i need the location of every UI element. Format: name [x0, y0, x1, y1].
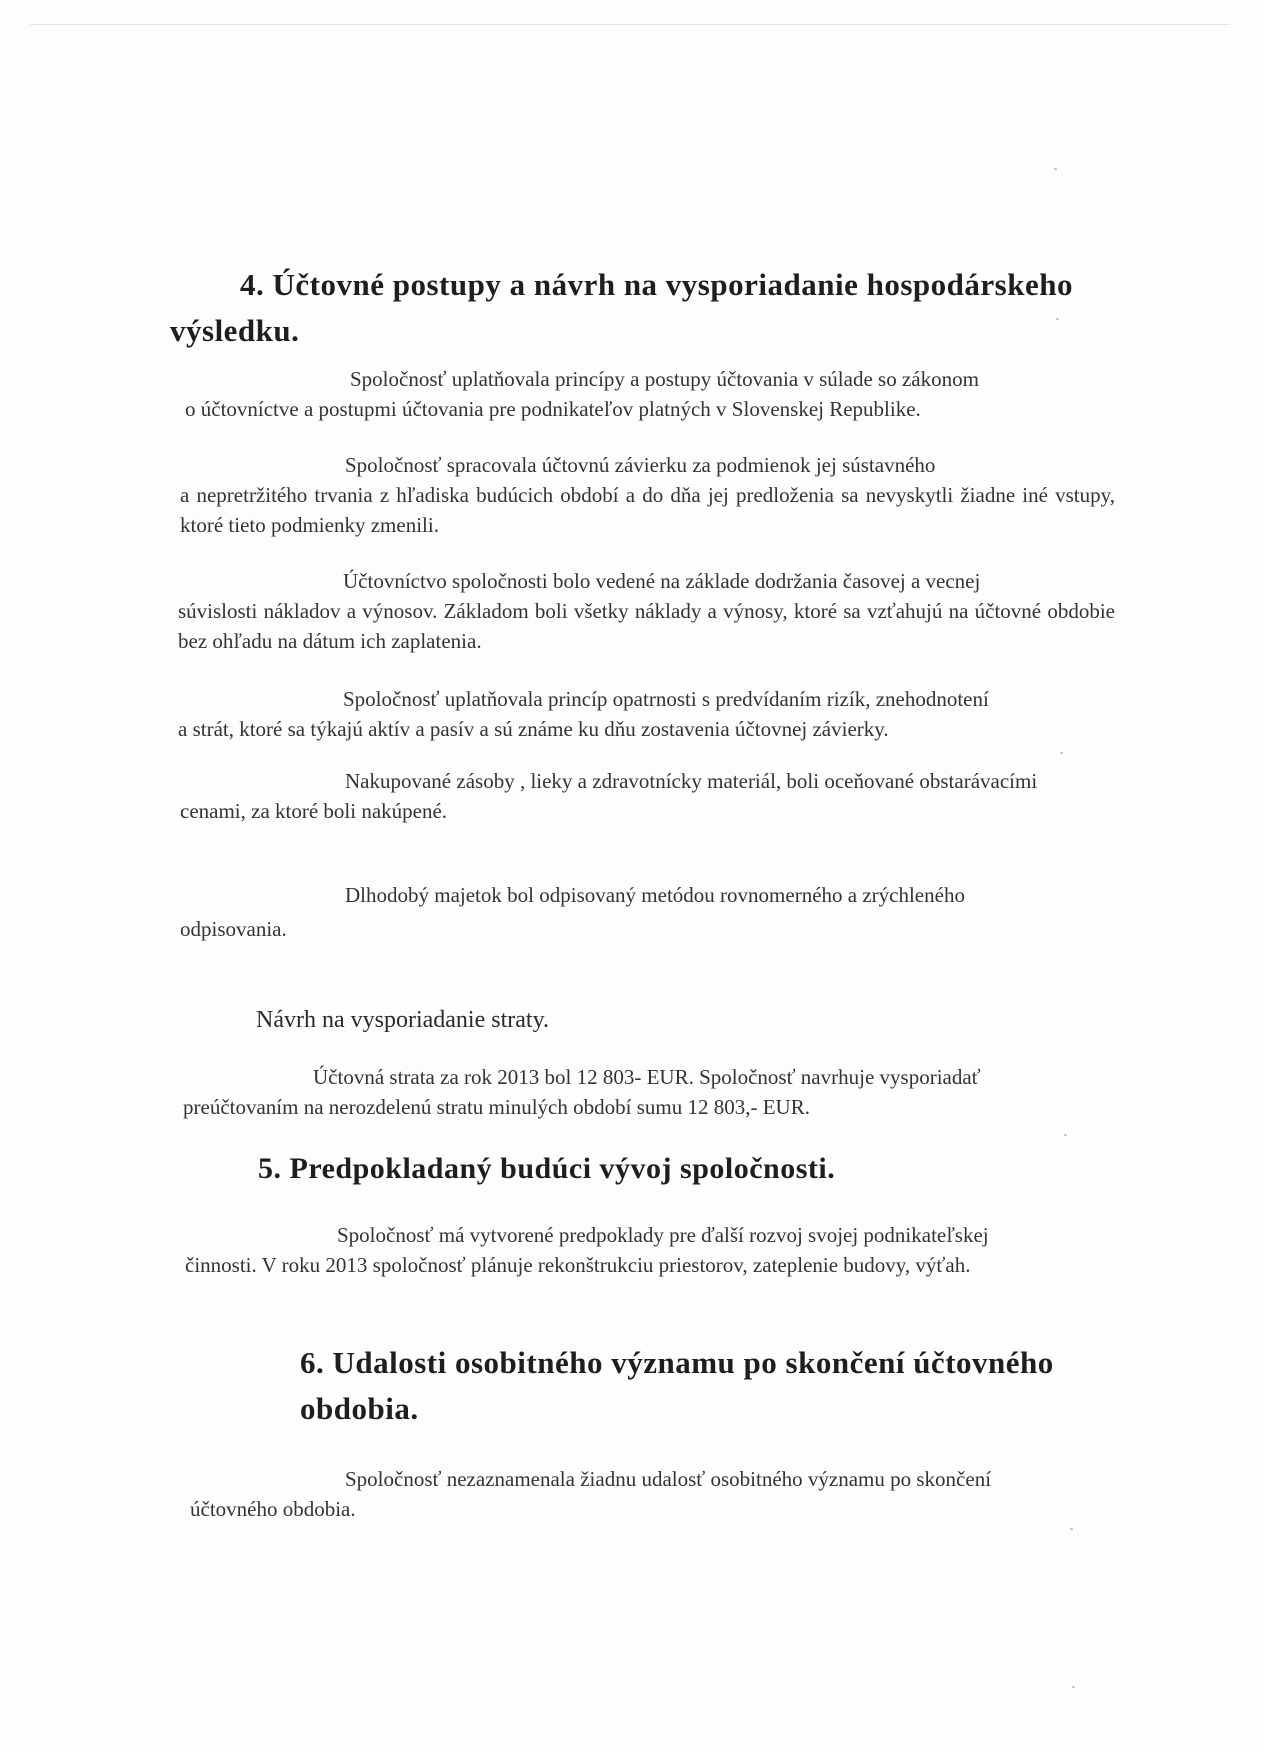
paragraph-future-development: [185, 1220, 1115, 1280]
paragraph-prudence-first-line: Spoločnosť uplatňovala princíp opatrnosti s predvídaním rizík, znehodnotení: [343, 687, 989, 711]
paragraph-going-concern-first-line: Spoločnosť spracovala účtovnú závierku za podmienok jej sústavného: [345, 453, 936, 477]
paragraph-depreciation: [180, 880, 1115, 944]
paragraph-inventory: [180, 766, 1115, 826]
paragraph-accrual-rest: súvislosti nákladov a výnosov. Základom boli všetky náklady a výnosy, ktoré sa vzťahujú na účtovné obdobie bez ohľadu na dátum ich zaplatenia.: [178, 599, 1115, 653]
paragraph-going-concern-rest: a nepretržitého trvania z hľadiska budúcich období a do dňa jej predloženia sa nevyskytli žiadne iné vstupy, ktoré tieto podmienky zmenili.: [180, 483, 1115, 537]
scan-speck: [1054, 168, 1057, 170]
section-5-heading: 5. Predpokladaný budúci vývoj spoločnosti.: [258, 1152, 836, 1185]
paragraph-principles: [185, 364, 1115, 424]
paragraph-going-concern: [180, 450, 1115, 540]
section-4-heading: [170, 262, 1130, 354]
paragraph-future-development-first-line: Spoločnosť má vytvorené predpoklady pre ďalší rozvoj svojej podnikateľskej: [337, 1223, 989, 1247]
scan-speck: [1072, 1686, 1075, 1688]
scan-speck: [1056, 318, 1059, 320]
paragraph-subsequent-events: [190, 1464, 1125, 1524]
paragraph-prudence-rest: a strát, ktoré sa týkajú aktív a pasív a sú známe ku dňu zostavenia účtovnej závierky.: [178, 717, 889, 741]
paragraph-inventory-first-line: Nakupované zásoby , lieky a zdravotnícky materiál, boli oceňované obstarávacími: [345, 769, 1038, 793]
scan-speck: [1070, 1528, 1073, 1530]
section-4-heading-line-1: 4. Účtovné postupy a návrh na vysporiadanie hospodárskeho: [240, 267, 1073, 302]
paragraph-principles-rest: o účtovníctve a postupmi účtovania pre podnikateľov platných v Slovenskej Republike.: [185, 397, 921, 421]
paragraph-inventory-rest: cenami, za ktoré boli nakúpené.: [180, 799, 448, 823]
paragraph-loss-proposal-rest: preúčtovaním na nerozdelenú stratu minulých období sumu 12 803,- EUR.: [183, 1095, 810, 1119]
section-4-heading-line-2: výsledku.: [170, 313, 300, 348]
section-6-heading: [300, 1340, 1130, 1432]
paragraph-accrual: [178, 566, 1115, 656]
paragraph-future-development-rest: činnosti. V roku 2013 spoločnosť plánuje rekonštrukciu priestorov, zateplenie budovy, výťah.: [185, 1253, 971, 1277]
paragraph-subsequent-events-rest: účtovného obdobia.: [190, 1497, 356, 1521]
scan-speck: [1064, 1134, 1067, 1136]
paragraph-accrual-first-line: Účtovníctvo spoločnosti bolo vedené na základe dodržania časovej a vecnej: [343, 569, 981, 593]
loss-proposal-title: Návrh na vysporiadanie straty.: [256, 1007, 550, 1033]
scan-edge-line: [30, 24, 1230, 25]
section-6-heading-line-1: 6. Udalosti osobitného významu po skončení účtovného: [300, 1345, 1054, 1380]
paragraph-loss-proposal: [183, 1062, 1115, 1122]
paragraph-principles-first-line: Spoločnosť uplatňovala princípy a postupy účtovania v súlade so zákonom: [350, 367, 979, 391]
paragraph-depreciation-rest: odpisovania.: [180, 917, 287, 941]
paragraph-prudence: [178, 684, 1115, 744]
section-6-heading-line-2: obdobia.: [300, 1391, 419, 1426]
paragraph-depreciation-first-line: Dlhodobý majetok bol odpisovaný metódou rovnomerného a zrýchleného: [345, 883, 965, 907]
paragraph-loss-proposal-first-line: Účtovná strata za rok 2013 bol 12 803- EUR. Spoločnosť navrhuje vysporiadať: [313, 1065, 981, 1089]
scan-speck: [1060, 752, 1063, 754]
paragraph-subsequent-events-first-line: Spoločnosť nezaznamenala žiadnu udalosť osobitného významu po skončení: [345, 1467, 992, 1491]
